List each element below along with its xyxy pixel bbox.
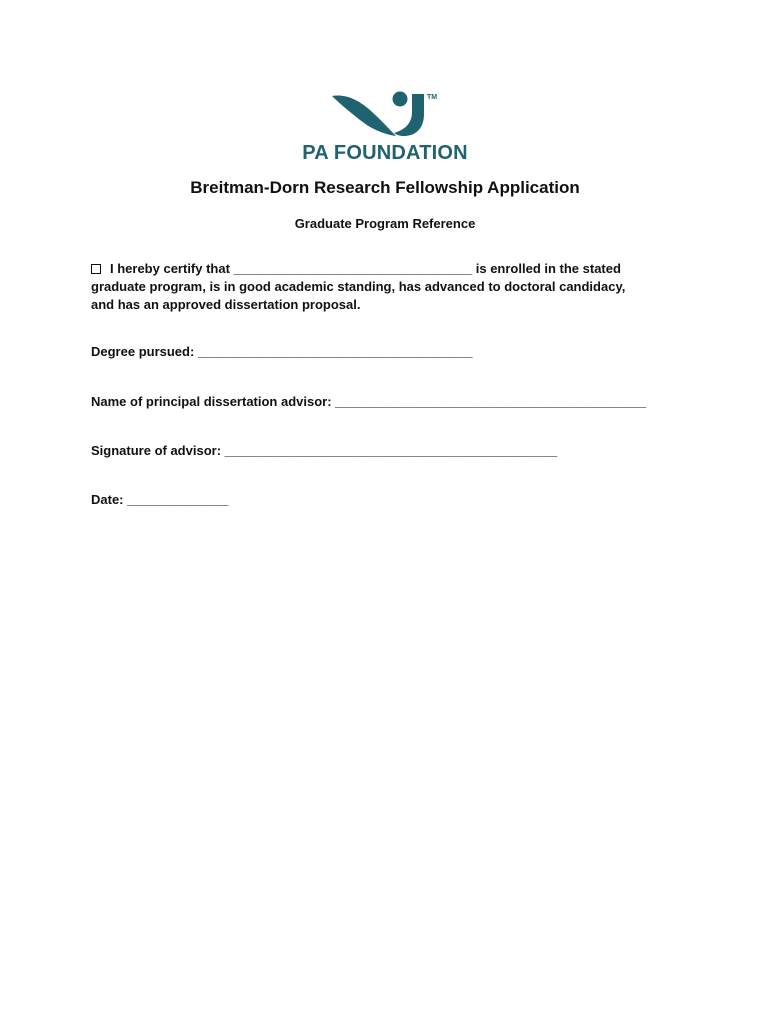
logo-swoosh-shape bbox=[332, 96, 396, 136]
page-subtitle: Graduate Program Reference bbox=[294, 216, 476, 231]
date-field[interactable]: Date: ______________ bbox=[91, 492, 229, 507]
certification-text-1[interactable]: I hereby certify that _________________________________ is enrolled in the stated bbox=[110, 261, 621, 276]
logo-trademark: TM bbox=[427, 94, 438, 101]
degree-pursued-field[interactable]: Degree pursued: ______________________________________ bbox=[91, 344, 473, 359]
certification-line-1 bbox=[91, 260, 691, 278]
certification-line-2: graduate program, is in good academic standing, has advanced to doctoral candidacy, bbox=[91, 279, 626, 294]
logo-head-shape bbox=[393, 92, 408, 107]
page-title: Breitman-Dorn Research Fellowship Application bbox=[190, 178, 580, 197]
advisor-signature-field[interactable]: Signature of advisor: ______________________________________________ bbox=[91, 443, 558, 458]
logo-wordmark: PA FOUNDATION bbox=[302, 142, 468, 164]
certification-statement bbox=[91, 260, 691, 314]
pa-foundation-logo bbox=[296, 90, 474, 166]
certify-checkbox[interactable] bbox=[91, 264, 101, 274]
certification-line-3: and has an approved dissertation proposal. bbox=[91, 297, 361, 312]
pa-foundation-logo-icon bbox=[330, 90, 442, 140]
advisor-name-field[interactable]: Name of principal dissertation advisor: ___________________________________________ bbox=[91, 394, 647, 409]
